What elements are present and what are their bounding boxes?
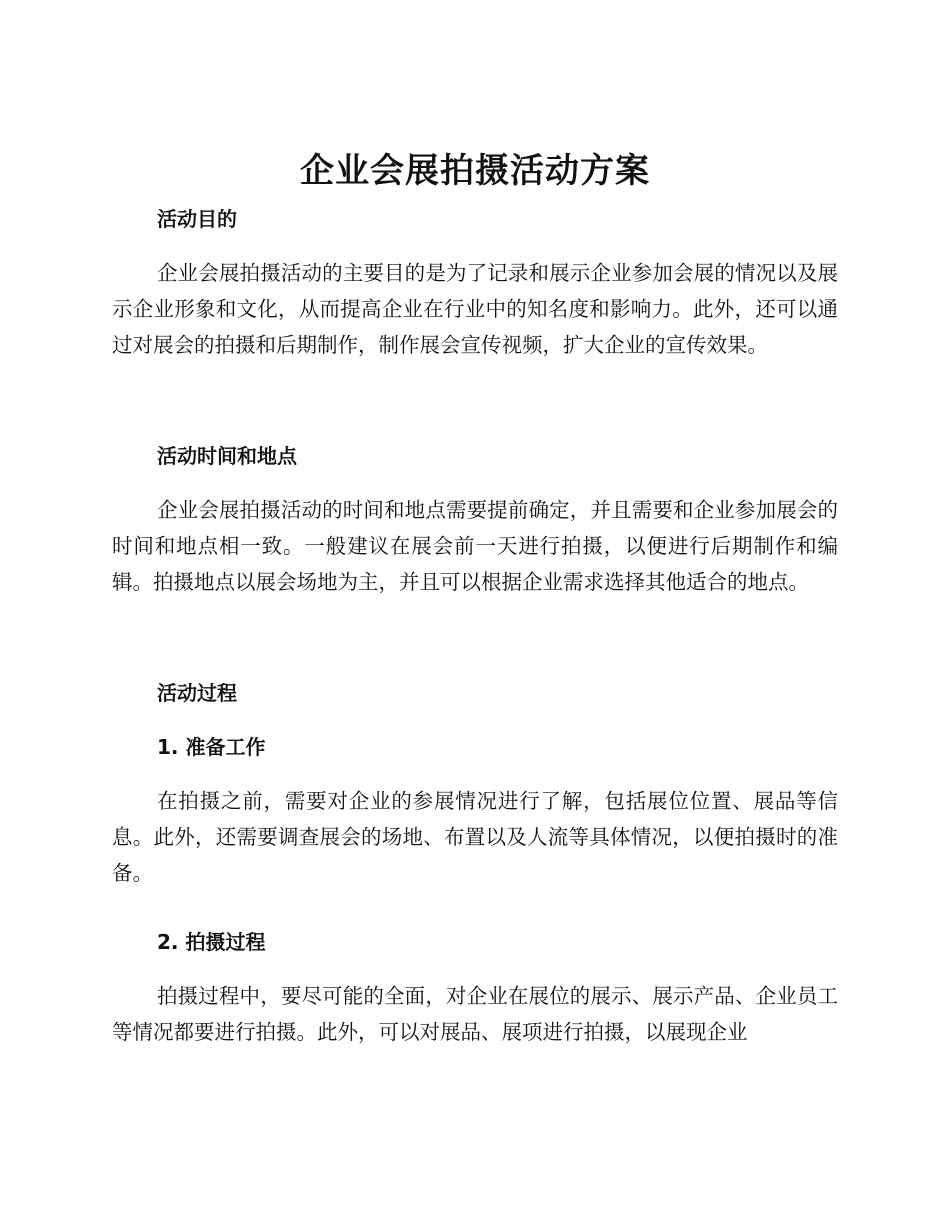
section-paragraph-preparation: 在拍摄之前，需要对企业的参展情况进行了解，包括展位位置、展品等信息。此外，还需要调查展会的场地、布置以及人流等具体情况，以便拍摄时的准备。 bbox=[112, 789, 838, 885]
section-heading-time-location: 活动时间和地点 bbox=[157, 444, 297, 468]
section-heading-shooting: 2. 拍摄过程 bbox=[157, 930, 266, 954]
section-heading-purpose: 活动目的 bbox=[157, 207, 237, 231]
section-heading-preparation: 1. 准备工作 bbox=[157, 735, 266, 759]
section-paragraph-purpose: 企业会展拍摄活动的主要目的是为了记录和展示企业参加会展的情况以及展示企业形象和文化，从而提高企业在行业中的知名度和影响力。此外，还可以通过对展会的拍摄和后期制作，制作展会宣传视频，扩大企业的宣传效果。 bbox=[112, 261, 838, 357]
section-heading-process: 活动过程 bbox=[157, 681, 237, 705]
document-title: 企业会展拍摄活动方案 bbox=[300, 151, 650, 191]
section-paragraph-shooting: 拍摄过程中，要尽可能的全面，对企业在展位的展示、展示产品、企业员工等情况都要进行拍摄。此外，可以对展品、展项进行拍摄，以展现企业 bbox=[112, 984, 838, 1044]
section-paragraph-time-location: 企业会展拍摄活动的时间和地点需要提前确定，并且需要和企业参加展会的时间和地点相一致。一般建议在展会前一天进行拍摄，以便进行后期制作和编辑。拍摄地点以展会场地为主，并且可以根据企业需求选择其他适合的地点。 bbox=[112, 498, 838, 594]
